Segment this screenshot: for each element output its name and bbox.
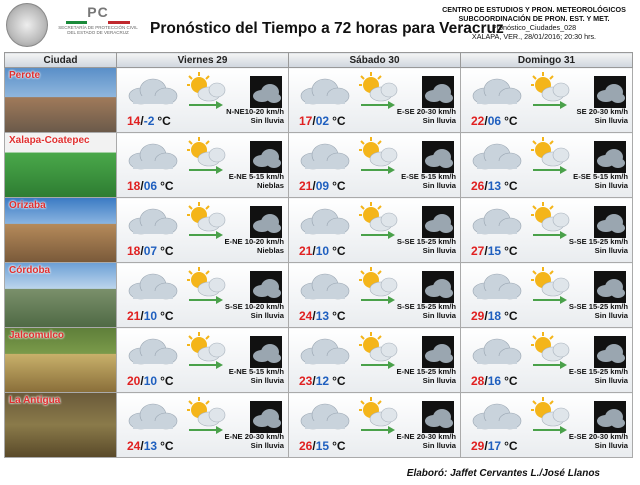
temp-unit: °C xyxy=(332,244,346,258)
cloudy-icon xyxy=(127,76,179,111)
temp-unit: °C xyxy=(160,179,174,193)
wind-text: E-SE 15-25 km/h xyxy=(568,367,628,376)
temp-max: 26 xyxy=(471,179,485,193)
temp-unit: °C xyxy=(504,244,518,258)
temperature: 22/06 °C xyxy=(471,114,518,128)
temp-max: 14 xyxy=(127,114,141,128)
wind-info xyxy=(569,237,628,255)
center-info: CENTRO DE ESTUDIOS Y PRON. METEOROLÓGICOS SUBCOORDINACIÓN DE PRON. EST. Y MET. Pronóstico_Ciudades_028 XALAPA, VER., 28/01/2016; 20:30 hrs. xyxy=(442,5,626,41)
precip-text: Nieblas xyxy=(256,246,284,255)
temp-min: 10 xyxy=(315,244,330,258)
city-cell xyxy=(5,133,117,198)
precip-text: Sin lluvia xyxy=(594,181,628,190)
night-cloudy-icon xyxy=(422,271,454,303)
temp-min: 15 xyxy=(487,244,502,258)
forecast-cell xyxy=(289,198,461,263)
wind-text: E-SE 5-15 km/h xyxy=(401,172,456,181)
temp-min: 13 xyxy=(143,439,158,453)
col-header-day2: Sábado 30 xyxy=(289,53,461,68)
temp-unit: °C xyxy=(332,309,346,323)
arrow-right-icon xyxy=(189,226,223,234)
wind-text: E-SE 5-15 km/h xyxy=(573,172,628,181)
temp-min: 10 xyxy=(143,374,158,388)
precip-text: Nieblas xyxy=(256,181,284,190)
temp-unit: °C xyxy=(504,114,518,128)
table-header-row xyxy=(5,53,633,68)
temperature: 29/17 °C xyxy=(471,439,518,453)
temp-max: 24 xyxy=(127,439,141,453)
night-cloudy-icon xyxy=(594,336,626,368)
temp-min: 15 xyxy=(315,439,330,453)
cloudy-icon xyxy=(471,141,523,176)
wind-text: S-SE 15-25 km/h xyxy=(396,302,456,311)
temp-max: 21 xyxy=(299,244,313,258)
temp-unit: °C xyxy=(160,309,174,323)
temperature: 21/10 °C xyxy=(127,309,174,323)
precip-text: Sin lluvia xyxy=(422,441,456,450)
table-row xyxy=(5,133,633,198)
forecast-cell xyxy=(289,328,461,393)
wind-text: S-SE 15-25 km/h xyxy=(396,237,456,246)
precip-text: Sin lluvia xyxy=(250,116,284,125)
arrow-right-icon xyxy=(361,291,395,299)
wind-text: N-NE10-20 km/h xyxy=(226,107,284,116)
temp-max: 17 xyxy=(299,114,313,128)
precip-text: Sin lluvia xyxy=(250,311,284,320)
forecast-cell xyxy=(117,263,289,328)
precip-text: Sin lluvia xyxy=(594,116,628,125)
night-cloudy-icon xyxy=(594,271,626,303)
wind-text: E-SE 20-30 km/h xyxy=(396,107,456,116)
arrow-right-icon xyxy=(189,96,223,104)
night-cloudy-icon xyxy=(594,76,626,108)
temp-unit: °C xyxy=(504,309,518,323)
city-name: Jalcomulco xyxy=(9,330,65,341)
wind-text: E-NE 15-25 km/h xyxy=(396,367,456,376)
temp-unit: °C xyxy=(332,179,346,193)
arrow-right-icon xyxy=(533,226,567,234)
temperature: 21/10 °C xyxy=(299,244,346,258)
temperature: 29/18 °C xyxy=(471,309,518,323)
wind-text: E-NE 5-15 km/h xyxy=(228,367,284,376)
header xyxy=(0,0,640,50)
precip-text: Sin lluvia xyxy=(250,376,284,385)
precip-text: Sin lluvia xyxy=(422,311,456,320)
wind-text: E-NE 20-30 km/h xyxy=(224,432,284,441)
forecast-cell xyxy=(117,133,289,198)
temp-max: 18 xyxy=(127,179,141,193)
cloudy-icon xyxy=(127,141,179,176)
proteccion-civil-logo: PC SECRETARÍA DE PROTECCIÓN CIVIL DEL ESTADO DE VERACRUZ xyxy=(58,4,138,35)
forecast-cell xyxy=(461,133,633,198)
wind-info xyxy=(397,302,456,320)
temperature: 20/10 °C xyxy=(127,374,174,388)
city-name: Xalapa-Coatepec xyxy=(9,135,90,146)
temperature: 28/16 °C xyxy=(471,374,518,388)
temp-max: 21 xyxy=(127,309,141,323)
wind-info xyxy=(229,172,284,190)
col-header-day1: Viernes 29 xyxy=(117,53,289,68)
temp-max: 18 xyxy=(127,244,141,258)
arrow-right-icon xyxy=(361,356,395,364)
temperature: 23/12 °C xyxy=(299,374,346,388)
temp-max: 29 xyxy=(471,439,485,453)
temperature: 18/06 °C xyxy=(127,179,174,193)
wind-info xyxy=(569,432,628,450)
temp-max: 27 xyxy=(471,244,485,258)
night-cloudy-icon xyxy=(422,76,454,108)
cloudy-icon xyxy=(299,141,351,176)
forecast-cell xyxy=(117,68,289,133)
temp-max: 21 xyxy=(299,179,313,193)
temp-unit: °C xyxy=(504,439,518,453)
wind-info xyxy=(226,107,284,125)
wind-text: S-SE 10-20 km/h xyxy=(224,302,284,311)
night-cloudy-icon xyxy=(594,141,626,173)
forecast-cell xyxy=(289,393,461,458)
temp-unit: °C xyxy=(160,244,174,258)
temp-min: 10 xyxy=(143,309,158,323)
table-row xyxy=(5,68,633,133)
precip-text: Sin lluvia xyxy=(422,116,456,125)
temp-unit: °C xyxy=(504,179,518,193)
city-cell xyxy=(5,198,117,263)
wind-info xyxy=(397,237,456,255)
forecast-cell xyxy=(461,263,633,328)
wind-info xyxy=(569,367,628,385)
city-name: Perote xyxy=(9,70,41,81)
night-cloudy-icon xyxy=(250,141,282,173)
cloudy-icon xyxy=(471,271,523,306)
temp-unit: °C xyxy=(160,439,174,453)
arrow-right-icon xyxy=(189,161,223,169)
night-cloudy-icon xyxy=(422,401,454,433)
cloudy-icon xyxy=(127,206,179,241)
forecast-table xyxy=(4,52,633,458)
arrow-right-icon xyxy=(533,421,567,429)
temp-unit: °C xyxy=(504,374,518,388)
cloudy-icon xyxy=(299,76,351,111)
temp-min: 09 xyxy=(315,179,330,193)
forecast-cell xyxy=(289,263,461,328)
temperature: 24/13 °C xyxy=(127,439,174,453)
temp-min: 18 xyxy=(487,309,502,323)
night-cloudy-icon xyxy=(422,206,454,238)
temperature: 24/13 °C xyxy=(299,309,346,323)
city-name: Córdoba xyxy=(9,265,51,276)
temp-min: 16 xyxy=(487,374,502,388)
forecast-cell xyxy=(117,393,289,458)
temperature: 21/09 °C xyxy=(299,179,346,193)
wind-text: S-SE 15-25 km/h xyxy=(568,237,628,246)
temperature: 27/15 °C xyxy=(471,244,518,258)
wind-info xyxy=(577,107,629,125)
temp-max: 20 xyxy=(127,374,141,388)
arrow-right-icon xyxy=(533,291,567,299)
temperature: 18/07 °C xyxy=(127,244,174,258)
night-cloudy-icon xyxy=(594,401,626,433)
temp-min: 13 xyxy=(487,179,502,193)
forecast-cell xyxy=(461,198,633,263)
wind-text: S-SE 15-25 km/h xyxy=(568,302,628,311)
author-credit: Elaboró: Jaffet Cervantes L./José Llanos xyxy=(406,468,600,479)
cloudy-icon xyxy=(299,401,351,436)
temp-max: 26 xyxy=(299,439,313,453)
cloudy-icon xyxy=(471,76,523,111)
veracruz-seal-logo xyxy=(6,3,48,47)
temp-min: 13 xyxy=(315,309,330,323)
temp-max: 22 xyxy=(471,114,485,128)
wind-info xyxy=(229,367,284,385)
wind-info xyxy=(397,107,456,125)
page-title: Pronóstico del Tiempo a 72 horas para Veracruz xyxy=(150,20,504,37)
arrow-right-icon xyxy=(533,96,567,104)
city-name: La Antigua xyxy=(9,395,61,406)
wind-text: SE 20-30 km/h xyxy=(576,107,628,116)
night-cloudy-icon xyxy=(250,76,282,108)
table-row xyxy=(5,198,633,263)
wind-info xyxy=(224,432,284,450)
temp-unit: °C xyxy=(332,374,346,388)
temp-max: 24 xyxy=(299,309,313,323)
temperature: 17/02 °C xyxy=(299,114,346,128)
precip-text: Sin lluvia xyxy=(594,441,628,450)
forecast-cell xyxy=(461,328,633,393)
night-cloudy-icon xyxy=(250,336,282,368)
temp-min: -2 xyxy=(143,114,155,128)
night-cloudy-icon xyxy=(250,401,282,433)
cloudy-icon xyxy=(299,336,351,371)
temp-unit: °C xyxy=(160,374,174,388)
cloudy-icon xyxy=(299,271,351,306)
forecast-cell xyxy=(117,328,289,393)
arrow-right-icon xyxy=(533,161,567,169)
precip-text: Sin lluvia xyxy=(594,311,628,320)
precip-text: Sin lluvia xyxy=(594,376,628,385)
wind-text: E-NE 20-30 km/h xyxy=(396,432,456,441)
temperature: 26/15 °C xyxy=(299,439,346,453)
wind-text: E-SE 20-30 km/h xyxy=(568,432,628,441)
table-row xyxy=(5,393,633,458)
precip-text: Sin lluvia xyxy=(250,441,284,450)
night-cloudy-icon xyxy=(422,336,454,368)
cloudy-icon xyxy=(127,336,179,371)
cloudy-icon xyxy=(471,206,523,241)
arrow-right-icon xyxy=(533,356,567,364)
cloudy-icon xyxy=(127,271,179,306)
night-cloudy-icon xyxy=(594,206,626,238)
cloudy-icon xyxy=(471,401,523,436)
arrow-right-icon xyxy=(361,421,395,429)
arrow-right-icon xyxy=(361,226,395,234)
precip-text: Sin lluvia xyxy=(422,246,456,255)
wind-info xyxy=(396,432,456,450)
temp-unit: °C xyxy=(332,439,346,453)
temperature: 14/-2 °C xyxy=(127,114,171,128)
night-cloudy-icon xyxy=(422,141,454,173)
wind-info xyxy=(225,302,284,320)
arrow-right-icon xyxy=(361,96,395,104)
temp-min: 06 xyxy=(487,114,502,128)
city-cell xyxy=(5,328,117,393)
wind-info xyxy=(573,172,628,190)
arrow-right-icon xyxy=(189,356,223,364)
temp-unit: °C xyxy=(332,114,346,128)
table-row xyxy=(5,263,633,328)
city-cell xyxy=(5,263,117,328)
cloudy-icon xyxy=(127,401,179,436)
arrow-right-icon xyxy=(189,421,223,429)
forecast-cell xyxy=(117,198,289,263)
col-header-day3: Domingo 31 xyxy=(461,53,633,68)
temp-min: 07 xyxy=(143,244,158,258)
temp-unit: °C xyxy=(157,114,171,128)
cloudy-icon xyxy=(471,336,523,371)
col-header-city: Ciudad xyxy=(5,53,117,68)
temp-max: 29 xyxy=(471,309,485,323)
wind-text: E-NE 5-15 km/h xyxy=(228,172,284,181)
wind-info xyxy=(224,237,284,255)
precip-text: Sin lluvia xyxy=(422,181,456,190)
forecast-cell xyxy=(461,393,633,458)
temp-min: 02 xyxy=(315,114,330,128)
temperature: 26/13 °C xyxy=(471,179,518,193)
wind-info xyxy=(569,302,628,320)
precip-text: Sin lluvia xyxy=(422,376,456,385)
city-cell xyxy=(5,393,117,458)
temp-min: 06 xyxy=(143,179,158,193)
cloudy-icon xyxy=(299,206,351,241)
temp-max: 28 xyxy=(471,374,485,388)
wind-info xyxy=(401,172,456,190)
temp-min: 17 xyxy=(487,439,502,453)
wind-text: E-NE 10-20 km/h xyxy=(224,237,284,246)
arrow-right-icon xyxy=(189,291,223,299)
forecast-cell xyxy=(289,68,461,133)
arrow-right-icon xyxy=(361,161,395,169)
city-cell xyxy=(5,68,117,133)
night-cloudy-icon xyxy=(250,206,282,238)
precip-text: Sin lluvia xyxy=(594,246,628,255)
forecast-cell xyxy=(461,68,633,133)
temp-min: 12 xyxy=(315,374,330,388)
temp-max: 23 xyxy=(299,374,313,388)
forecast-cell xyxy=(289,133,461,198)
city-name: Orizaba xyxy=(9,200,46,211)
wind-info xyxy=(396,367,456,385)
night-cloudy-icon xyxy=(250,271,282,303)
table-row xyxy=(5,328,633,393)
